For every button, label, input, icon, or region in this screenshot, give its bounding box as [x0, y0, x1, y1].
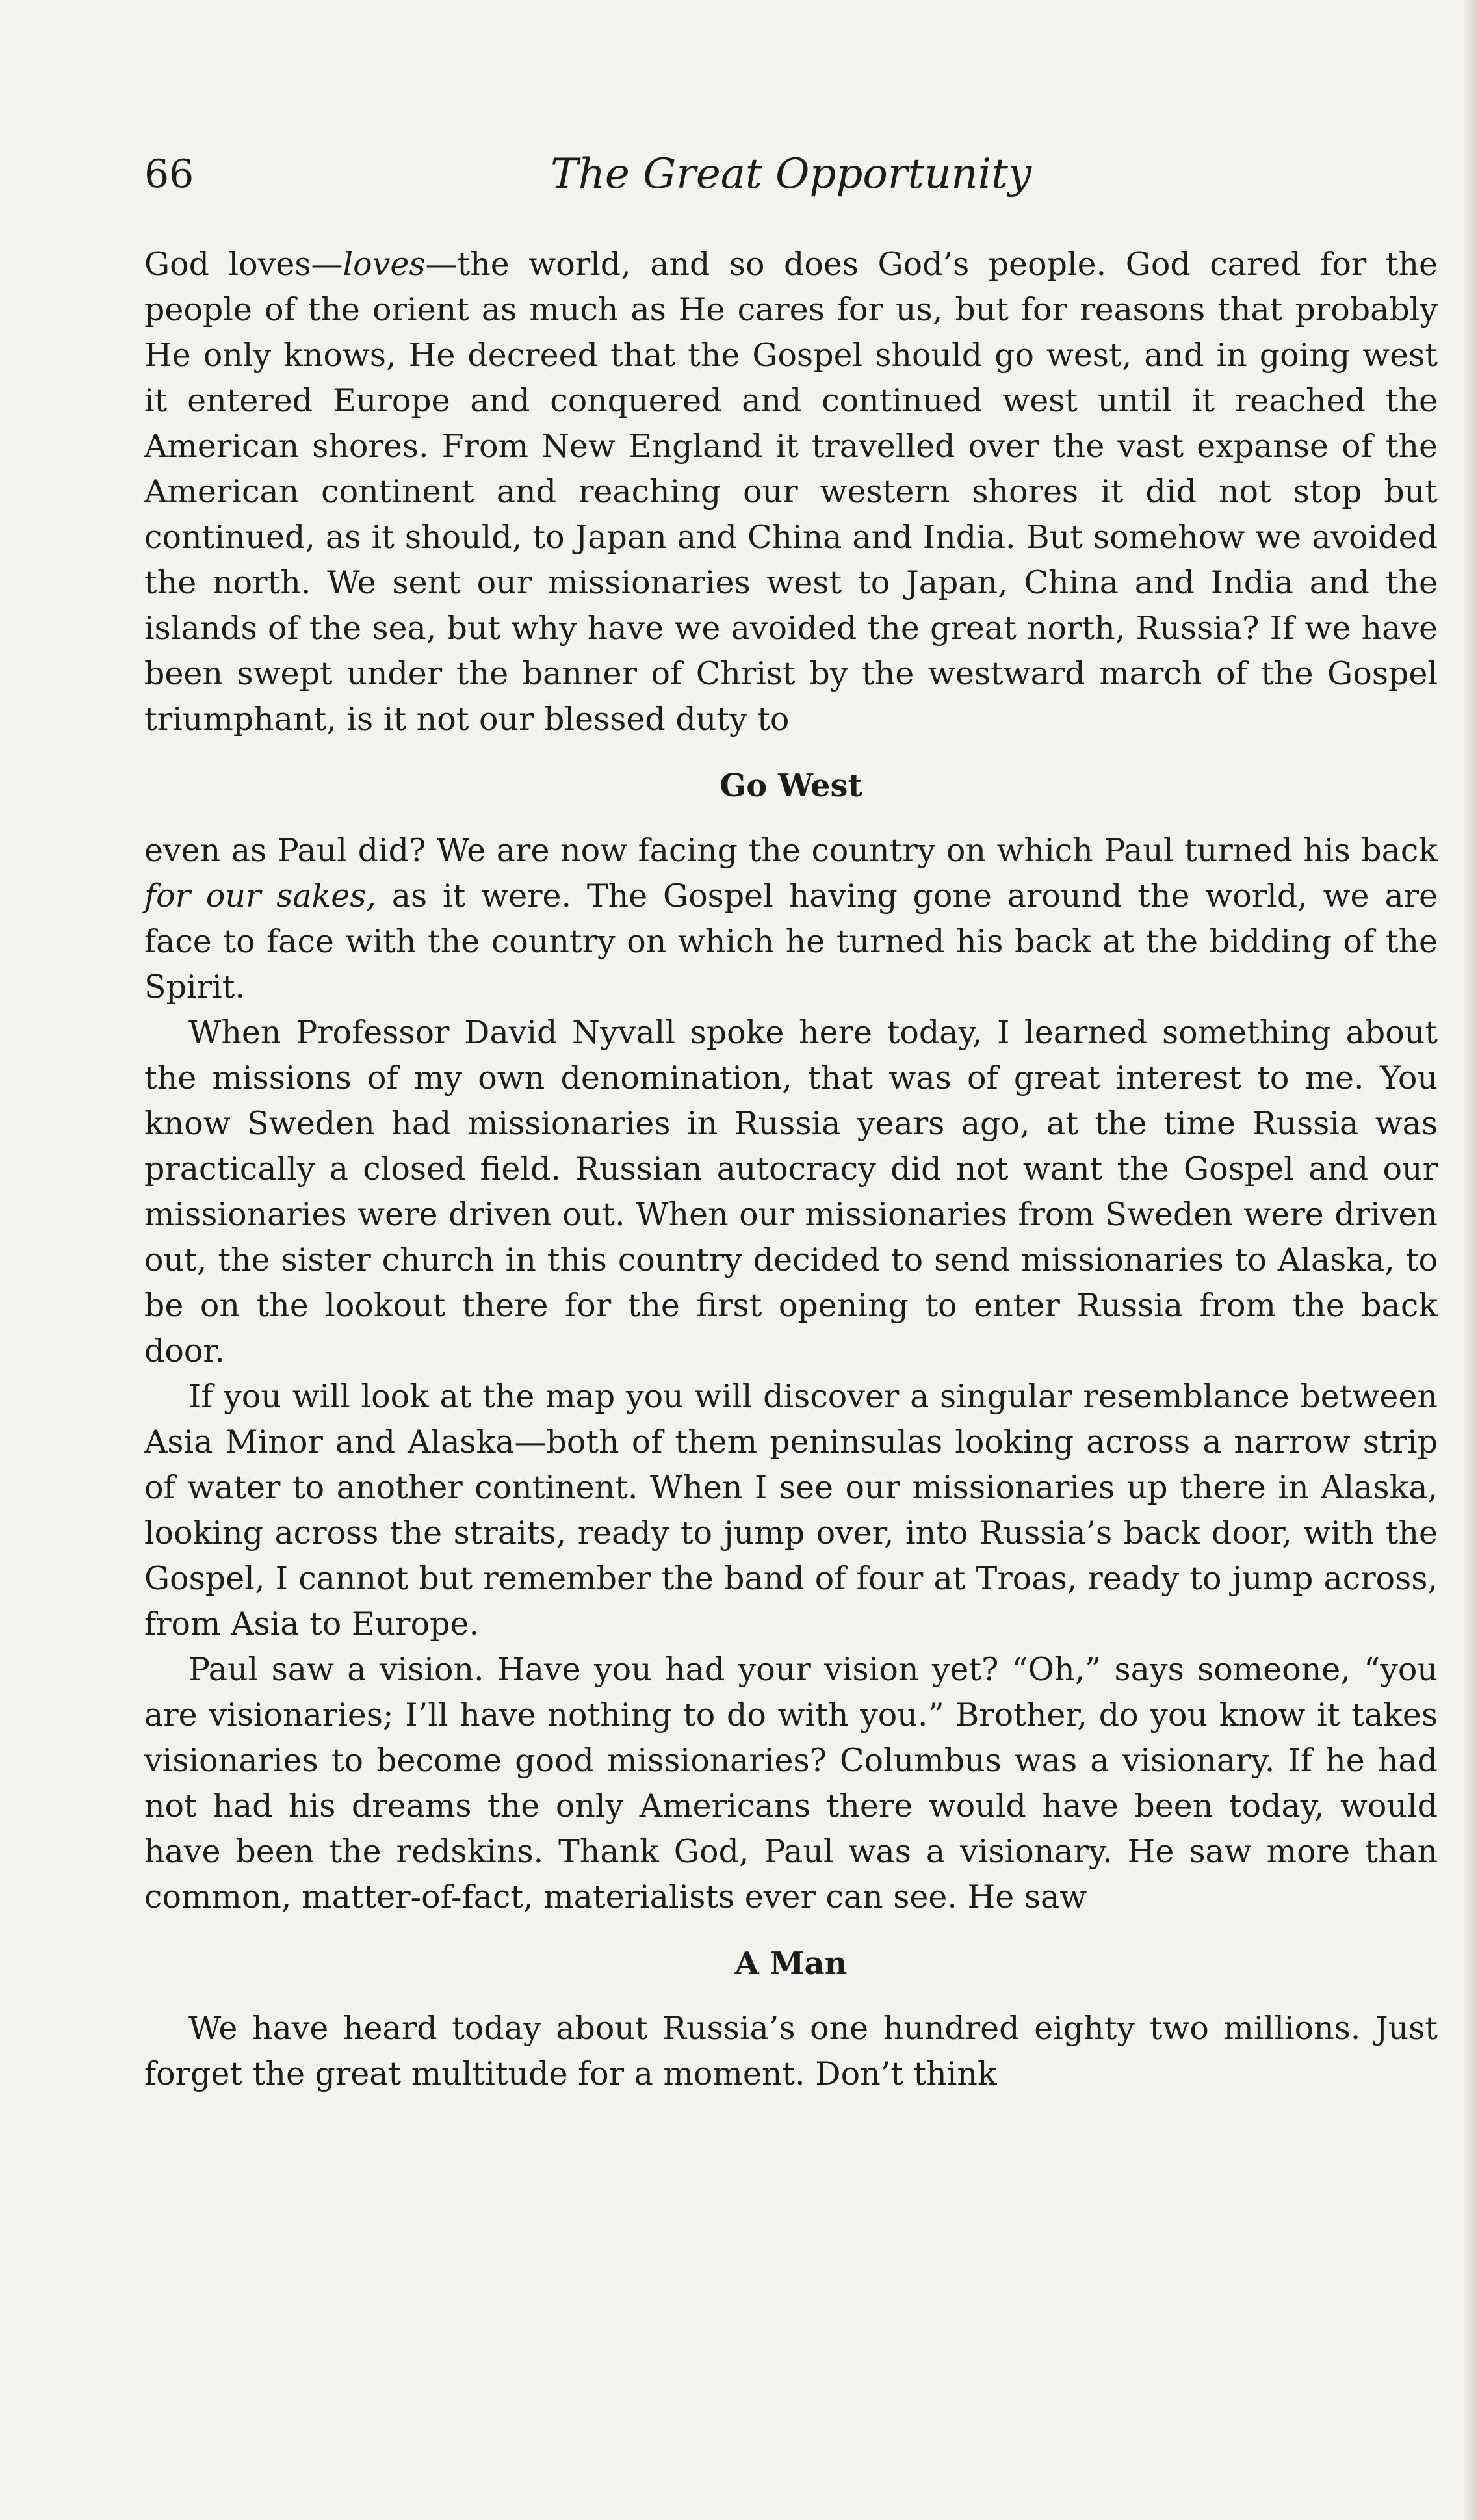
paragraph-6: We have heard today about Russia’s one hundred eighty two millions. Just forget the great multitude for a moment. Don’t think [144, 2010, 1438, 2092]
page-edge-shadow [1462, 0, 1478, 2520]
section-heading-a-man: A Man [734, 1945, 848, 1982]
emphasis-loves: loves [343, 246, 426, 283]
page-header [144, 148, 1438, 207]
running-title: The Great Opportunity [551, 150, 1031, 198]
body-text [144, 242, 1438, 2097]
paragraph-4: If you will look at the map you will discover a singular resemblance between Asia Minor and Alaska—both of them peninsulas looking across a narrow strip of water to another continent. When I see our missionaries up there in Alaska, looking across the straits, ready to jump over, into Russia’s back door, with the Gospel, I cannot but remember the band of four at Troas, ready to jump across, from Asia to Europe. [144, 1378, 1438, 1643]
paragraph-1: God loves—loves—the world, and so does God’s people. God cared for the people of the orient as much as He cares for us, but for reasons that probably He only knows, He decreed that the Gospel should go west, and in going west it entered Europe and conquered and continued west until it reached the American shores. From New England it travelled over the vast expanse of the American continent and reaching our western shores it did not stop but continued, as it should, to Japan and China and India. But somehow we avoided the north. We sent our missionaries west to Japan, China and India and the islands of the sea, but why have we avoided the great north, Russia? If we have been swept under the banner of Christ by the westward march of the Gospel triumphant, is it not our blessed duty to [144, 246, 1438, 738]
section-heading-go-west: Go West [720, 768, 862, 804]
emphasis-for-our-sakes: for our sakes, [144, 877, 376, 915]
paragraph-3: When Professor David Nyvall spoke here today, I learned something about the missions of my own denomination, that was of great interest to me. You know Sweden had missionaries in Russia years ago, at the time Russia was practically a closed field. Russian autocracy did not want the Gospel and our missionaries were driven out. When our missionaries from Sweden were driven out, the sister church in this country decided to send missionaries to Alaska, to be on the lookout there for the first opening to enter Russia from the back door. [144, 1014, 1438, 1370]
paragraph-2: even as Paul did? We are now facing the country on which Paul turned his back for our sakes, as it were. The Gospel having gone around the world, we are face to face with the country on which he turned his back at the bidding of the Spirit. [144, 832, 1438, 1006]
paragraph-5: Paul saw a vision. Have you had your vision yet? “Oh,” says someone, “you are visionaries; I’ll have nothing to do with you.” Brother, do you know it takes visionaries to become good missionaries? Columbus was a visionary. If he had not had his dreams the only Americans there would have been today, would have been the redskins. Thank God, Paul was a visionary. He saw more than common, matter-of-fact, materialists ever can see. He saw [144, 1651, 1438, 1916]
page-number: 66 [144, 151, 194, 197]
